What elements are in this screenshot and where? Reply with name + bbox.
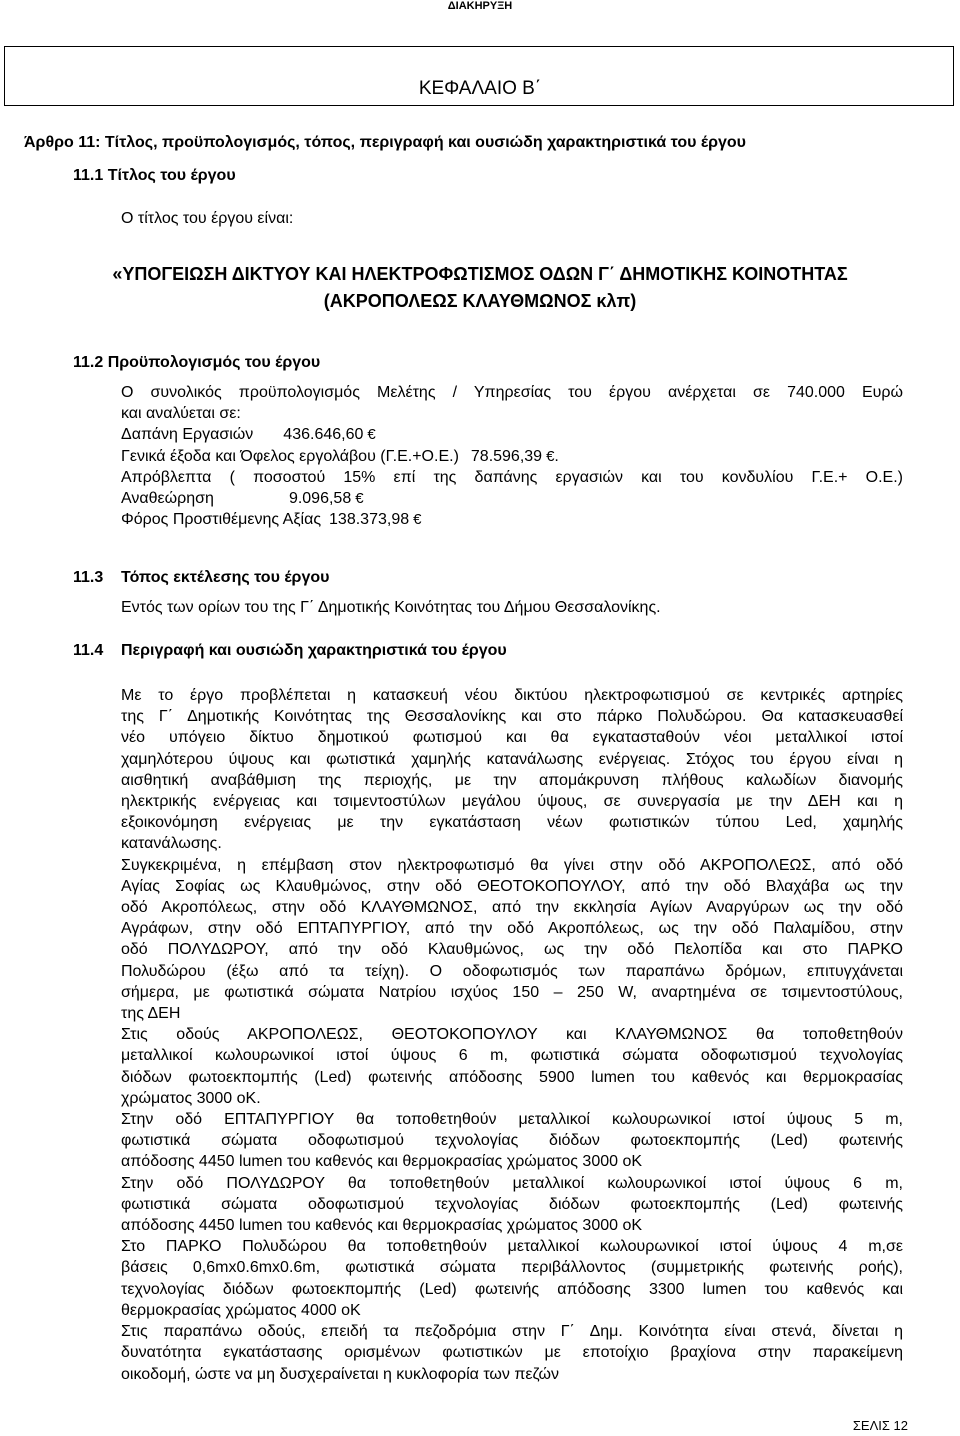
description-line: Στις παραπάνω οδούς, επειδή τα πεζοδρόμια στην Γ΄ Δημ. Κοινότητα είναι στενά, δίνεται η [121,1323,903,1341]
description-line: φωτιστικά σώματα οδοφωτισμού τεχνολογίας διόδων φωτοεκπομπής (Led) φωτεινής [121,1132,903,1150]
section-11-1-heading: 11.1 Τίτλος του έργου [73,167,236,184]
description-line: χρώματος 3000 oK. [121,1089,261,1107]
euro-icon: € [367,426,376,444]
works-value: 436.646,60 [283,426,364,444]
description-line: της Γ΄ Δημοτικής Κοινότητας της Θεσσαλονίκης και στο πάρκο Πολυδώρου. Θα κατασκευασθεί [121,708,903,726]
section-11-4-heading: Περιγραφή και ουσιώδη χαρακτηριστικά του έργου [121,642,507,659]
section-11-4-number: 11.4 [73,642,104,659]
euro-icon: € [355,490,364,508]
description-line: απόδοσης 4450 lumen του καθενός και θερμοκρασίας χρώματος 3000 oK [121,1153,643,1171]
description-line: Στις οδούς ΑΚΡΟΠΟΛΕΩΣ, ΘΕΟΤΟΚΟΠΟΥΛΟΥ και ΚΛΑΥΘΜΩΝΟΣ θα τοποθετηθούν [121,1026,903,1044]
vat-value: 138.373,98 [329,511,410,529]
description-line: οδό ΠΟΛΥΔΩΡΟΥ, από την οδό Κλαυθμώνος, ως την οδό Πελοπίδα και στο ΠΑΡΚΟ [121,941,903,959]
budget-intro-line-1: Ο συνολικός προϋπολογισμός Μελέτης / Υπηρεσίας του έργου ανέρχεται σε 740.000 Ευρώ [121,384,903,401]
description-line: Στην οδό ΕΠΤΑΠΥΡΓΙΟΥ θα τοποθετηθούν μεταλλικοί κωλουρωνικοί ιστοί ύψους 5 m, [121,1111,903,1129]
description-line: εξοικονόμηση ενέργειας με την εγκατάσταση νέων φωτιστικών τύπου Led, χαμηλής [121,814,903,832]
euro-icon: € [546,447,555,465]
description-line: οικοδομή, ώστε να μη δυσχεραίνεται η κυκλοφορία των πεζών [121,1365,559,1383]
description-line: Στην οδό ΠΟΛΥΔΩΡΟΥ θα τοποθετηθούν μεταλλικοί κωλουρωνικοί ιστοί ύψους 6 m, [121,1174,903,1192]
description-line: ηλεκτρικής ενέργειας και τσιμεντοστύλων μεγάλου ύψους, σε συνεργασία με την ΔΕΗ και η [121,793,903,811]
description-line: της ΔΕΗ [121,1005,181,1023]
description-line: διόδων φωτοεκπομπής (Led) φωτεινής απόδοσης 5900 lumen του καθενός και θερμοκρασίας [121,1068,903,1086]
section-11-3-text: Εντός των ορίων του της Γ΄ Δημοτικής Κοινότητας του Δήμου Θεσσαλονίκης. [121,599,661,616]
project-title-line-1: «ΥΠΟΓΕΙΩΣΗ ΔΙΚΤΥΟΥ ΚΑΙ ΗΛΕΚΤΡΟΦΩΤΙΣΜΟΣ ΟΔΩΝ Γ΄ ΔΗΜΟΤΙΚΗΣ ΚΟΙΝΟΤΗΤΑΣ [112,264,848,284]
description-line: βάσεις 0,6mx0.6mx0.6m, φωτιστικά σώματα περιβάλλοντος (συμμετρικής φωτεινής ροής), [121,1259,903,1277]
description-line: αισθητική αναβάθμιση της περιοχής, με την απομάκρυνση πλήθους καλωδίων διανομής [121,771,903,789]
description-line: Συγκεκριμένα, η επέμβαση στον ηλεκτροφωτισμό θα γίνει στην οδό ΑΚΡΟΠΟΛΕΩΣ, από οδό [121,856,903,874]
description-line: δυνατότητα εγκατάστασης ορισμένων φωτιστικών με εποτοίχιο βραχίονα στην παρακείμενη [121,1344,903,1362]
budget-revision-row [121,488,903,509]
section-11-2-heading: 11.2 Προϋπολογισμός του έργου [73,354,321,371]
description-line: θερμοκρασίας χρώματος 4000 oK [121,1301,361,1319]
period: . [554,447,559,465]
budget-works-row [121,424,903,445]
description-line: χαμηλότερου ύψους και φωτιστικά χαμηλής κατανάλωσης ενέργειας. Στόχος του έργου είναι η [121,750,903,768]
description-line: Αγίας Σοφίας ως Κλαυθμώνος, στην οδό ΘΕΟΤΟΚΟΠΟΥΛΟΥ, από την οδό Βλαχάβα ως την [121,877,903,895]
budget-list [121,382,903,530]
euro-icon: € [413,511,422,529]
description-line: Πολυδώρου (έξω από τα τείχη). Ο οδοφωτισμός των παραπάνω δρόμων, επιτυγχάνεται [121,962,903,980]
budget-contingency-row: Απρόβλεπτα ( ποσοστού 15% επί της δαπάνης εργασιών και του κονδυλίου Γ.Ε.+ Ο.Ε.) [121,468,903,486]
vat-label: Φόρος Προστιθέμενης Αξίας [121,511,322,529]
overhead-label: Γενικά έξοδα και Όφελος εργολάβου (Γ.Ε.+Ο.Ε.) [121,447,459,465]
overhead-value: 78.596,39 [470,447,543,465]
description-line: μεταλλικοί κωλουρωνικοί ιστοί ύψους 6 m, φωτιστικά σώματα οδοφωτισμού τεχνολογίας [121,1047,903,1065]
description-line: τεχνολογίας διόδων φωτοεκπομπής (Led) φωτεινής απόδοσης 3300 lumen του καθενός και [121,1280,903,1298]
description-line: Με το έργο προβλέπεται η κατασκευή νέου δικτύου ηλεκτροφωτισμού σε κεντρικές αρτηρίες [121,687,903,704]
budget-overhead-row [121,446,903,467]
revision-value: 9.096,58 [288,490,352,508]
description-line: νέο υπόγειο δίκτυο δημοτικού φωτισμού και θα εγκατασταθούν νέοι μεταλλικοί ιστοί [121,729,903,747]
chapter-title: ΚΕΦΑΛΑΙΟ Β΄ [418,78,542,99]
section-11-1-intro: Ο τίτλος του έργου είναι: [121,210,294,227]
project-title-line-2: (ΑΚΡΟΠΟΛΕΩΣ ΚΛΑΥΘΜΩΝΟΣ κλπ) [323,291,637,311]
description-line: σήμερα, με φωτιστικά σώματα Νατρίου ισχύος 150 – 250 W, αναρτημένα σε τσιμεντοστύλους, [121,983,903,1001]
works-label: Δαπάνη Εργασιών [121,426,254,444]
section-11-3-heading: Τόπος εκτέλεσης του έργου [121,569,330,586]
budget-vat-row [121,509,903,530]
description-line: Στο ΠΑΡΚΟ Πολυδώρου θα τοποθετηθούν μεταλλικοί κωλουρωνικοί ιστοί ύψους 4 m,σε [121,1238,903,1256]
description-line: κατανάλωσης. [121,835,222,853]
description-line: φωτιστικά σώματα οδοφωτισμού τεχνολογίας διόδων φωτοεκπομπής (Led) φωτεινής [121,1195,903,1213]
revision-label: Αναθεώρηση [121,490,214,508]
description-line: Αγράφων, στην οδό ΕΠΤΑΠΥΡΓΙΟΥ, από την οδό Ακροπόλεως, ως την οδό Παλαμίδου, στην [121,920,903,938]
budget-intro-line-2: και αναλύεται σε: [121,405,241,423]
article-heading: Άρθρο 11: Τίτλος, προϋπολογισμός, τόπος, περιγραφή και ουσιώδη χαρακτηριστικά του έργου [24,134,746,151]
description-line: απόδοσης 4450 lumen του καθενός και θερμοκρασίας χρώματος 3000 oK [121,1217,643,1235]
document-type-label: ΔΙΑΚΗΡΥΞΗ [447,0,513,12]
description-paragraph [121,685,903,1385]
section-11-3-number: 11.3 [73,569,104,586]
description-line: οδό Ακροπόλεως, στην οδό ΚΛΑΥΘΜΩΝΟΣ, από την εκκλησία Αγίων Αναργύρων ως την οδό [121,899,903,917]
page-number: ΣΕΛΙΣ 12 [852,1418,908,1433]
